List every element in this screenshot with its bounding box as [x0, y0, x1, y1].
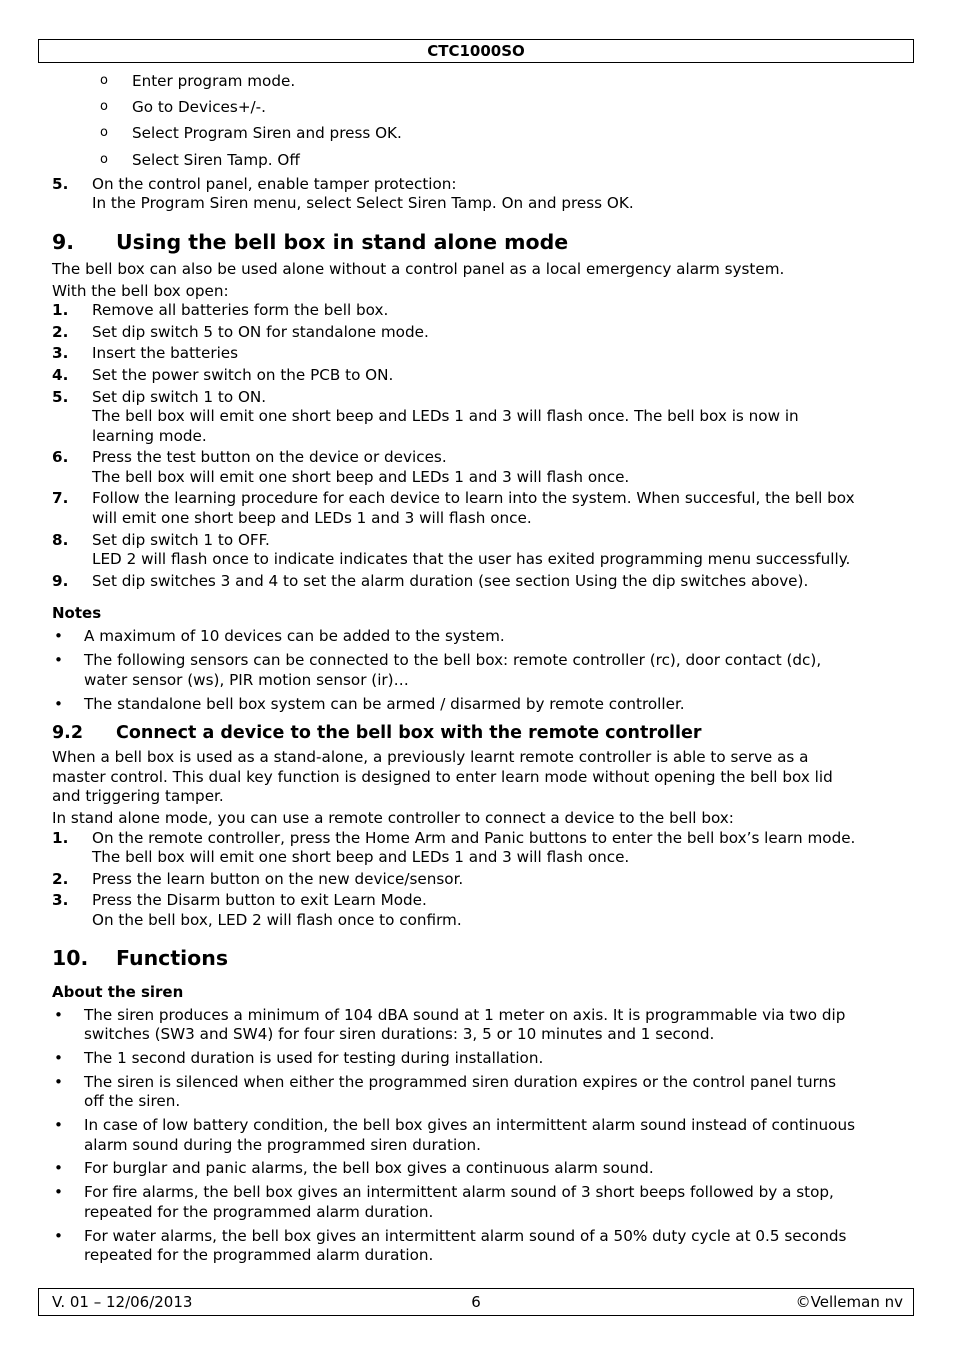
step-line: Press the learn button on the new device/sensor.: [92, 869, 464, 888]
sub-step-item: [52, 120, 902, 146]
step-number: 1.: [52, 301, 69, 320]
numbered-step: [52, 489, 902, 528]
sub-step-text: Go to Devices+/-.: [132, 98, 266, 117]
bullet-dot-icon: •: [54, 627, 63, 646]
numbered-step: [52, 344, 902, 364]
page-footer: [38, 1288, 914, 1316]
section-number: 10.: [52, 945, 89, 970]
paragraph-line: and triggering tamper.: [52, 787, 224, 806]
notes-heading: Notes: [52, 604, 102, 623]
bullet-item: [52, 1006, 902, 1045]
bullet-item: [52, 1183, 902, 1222]
bullet-line: repeated for the programmed alarm duration.: [84, 1202, 434, 1221]
step-line: LED 2 will flash once to indicate indicates that the user has exited programming menu successfully.: [92, 550, 851, 569]
section-number: 9.: [52, 229, 75, 254]
numbered-step: [52, 531, 902, 570]
step-line: The bell box will emit one short beep and LEDs 1 and 3 will flash once. The bell box is now in: [92, 407, 799, 426]
step-number: 6.: [52, 448, 69, 467]
bullet-line: For fire alarms, the bell box gives an intermittent alarm sound of 3 short beeps followed by a stop,: [84, 1183, 834, 1202]
step-line: Set dip switches 3 and 4 to set the alarm duration (see section Using the dip switches above).: [92, 571, 809, 590]
step-line: Set dip switch 5 to ON for standalone mode.: [92, 322, 429, 341]
bullet-line: The 1 second duration is used for testing during installation.: [84, 1048, 544, 1067]
bullet-line: The siren produces a minimum of 104 dBA sound at 1 meter on axis. It is programmable via two dip: [84, 1005, 846, 1024]
numbered-step: [52, 829, 902, 868]
paragraph-line: When a bell box is used as a stand-alone, a previously learnt remote controller is able to serve as a: [52, 748, 809, 767]
section-9-2-heading: [52, 721, 902, 745]
bullet-dot-icon: •: [54, 1116, 63, 1135]
section-9-2-steps: [52, 829, 902, 931]
copyright: ©Velleman nv: [795, 1293, 903, 1311]
step-line: On the bell box, LED 2 will flash once to confirm.: [92, 910, 462, 929]
step-number: 7.: [52, 489, 69, 508]
step-line: The bell box will emit one short beep and LEDs 1 and 3 will flash once.: [92, 848, 630, 867]
step-number: 2.: [52, 322, 69, 341]
step-line: The bell box will emit one short beep and LEDs 1 and 3 will flash once.: [92, 467, 630, 486]
bullet-line: The standalone bell box system can be armed / disarmed by remote controller.: [84, 694, 685, 713]
bullet-dot-icon: •: [54, 1226, 63, 1245]
step-line: On the control panel, enable tamper protection:: [92, 174, 457, 193]
step-line: will emit one short beep and LEDs 1 and 3 will flash once.: [92, 509, 532, 528]
sub-step-text: Select Program Siren and press OK.: [132, 124, 402, 143]
sub-step-text: Select Siren Tamp. Off: [132, 150, 300, 169]
bullet-line: alarm sound during the programmed siren duration.: [84, 1135, 481, 1154]
bullet-line: For burglar and panic alarms, the bell box gives a continuous alarm sound.: [84, 1159, 654, 1178]
bullet-line: In case of low battery condition, the bell box gives an intermittent alarm sound instead of continuous: [84, 1116, 855, 1135]
bullet-line: off the siren.: [84, 1092, 181, 1111]
bullet-dot-icon: •: [54, 1005, 63, 1024]
step-line: Set dip switch 1 to ON.: [92, 387, 267, 406]
step-number: 3.: [52, 344, 69, 363]
bullet-dot-icon: •: [54, 651, 63, 670]
numbered-step: [52, 366, 902, 386]
step-line: learning mode.: [92, 426, 207, 445]
circle-bullet-icon: o: [100, 151, 108, 167]
bullet-dot-icon: •: [54, 1072, 63, 1091]
step-line: Remove all batteries form the bell box.: [92, 301, 389, 320]
bullet-item: [52, 651, 902, 690]
bullet-line: repeated for the programmed alarm duration.: [84, 1246, 434, 1265]
notes-list: [52, 627, 902, 714]
step-number: 1.: [52, 828, 69, 847]
page-number: 6: [471, 1293, 481, 1311]
numbered-step: [52, 323, 902, 343]
step-line: Press the Disarm button to exit Learn Mode.: [92, 891, 427, 910]
step-number: 4.: [52, 365, 69, 384]
step-line: In the Program Siren menu, select Select Siren Tamp. On and press OK.: [92, 194, 634, 213]
version-date: V. 01 – 12/06/2013: [52, 1293, 193, 1311]
numbered-step: [52, 870, 902, 890]
step-number: 5.: [52, 174, 69, 193]
step-number: 2.: [52, 869, 69, 888]
section-9-steps: [52, 301, 902, 591]
bullet-line: The siren is silenced when either the programmed siren duration expires or the control panel turns: [84, 1072, 837, 1091]
bullet-line: The following sensors can be connected to the bell box: remote controller (rc), door contact (dc),: [84, 651, 822, 670]
circle-bullet-icon: o: [100, 125, 108, 141]
section-9-heading: [52, 229, 902, 255]
bullet-item: [52, 1049, 902, 1069]
intro-step: [52, 175, 902, 214]
siren-bullet-list: [52, 1006, 902, 1266]
paragraph: In stand alone mode, you can use a remote controller to connect a device to the bell box:: [52, 808, 734, 827]
step-number: 8.: [52, 530, 69, 549]
numbered-step: [52, 891, 902, 930]
sub-step-item: [52, 68, 902, 94]
bullet-item: [52, 695, 902, 715]
document-model-title: CTC1000SO: [427, 42, 525, 60]
bullet-dot-icon: •: [54, 1183, 63, 1202]
section-title: Functions: [116, 945, 229, 970]
subheading-about-siren: About the siren: [52, 982, 184, 1001]
step-line: Follow the learning procedure for each device to learn into the system. When succesful, the bell box: [92, 489, 855, 508]
paragraph: [52, 748, 902, 807]
circle-bullet-icon: o: [100, 99, 108, 115]
numbered-step: [52, 448, 902, 487]
page-header: [38, 39, 914, 63]
page-content: [52, 68, 902, 1270]
paragraph: The bell box can also be used alone without a control panel as a local emergency alarm system.: [52, 259, 785, 278]
step-line: Insert the batteries: [92, 344, 239, 363]
bullet-line: For water alarms, the bell box gives an intermittent alarm sound of a 50% duty cycle at 0.5 seconds: [84, 1226, 847, 1245]
step-line: Set the power switch on the PCB to ON.: [92, 365, 394, 384]
bullet-line: A maximum of 10 devices can be added to the system.: [84, 627, 505, 646]
step-number: 9.: [52, 571, 69, 590]
bullet-dot-icon: •: [54, 1159, 63, 1178]
bullet-item: [52, 627, 902, 647]
section-title: Using the bell box in stand alone mode: [116, 229, 569, 254]
bullet-dot-icon: •: [54, 1048, 63, 1067]
step-number: 5.: [52, 387, 69, 406]
sub-step-item: [52, 94, 902, 120]
section-title: Connect a device to the bell box with the remote controller: [116, 723, 702, 744]
bullet-item: [52, 1159, 902, 1179]
section-number: 9.2: [52, 723, 84, 744]
numbered-step: [52, 301, 902, 321]
bullet-line: switches (SW3 and SW4) for four siren durations: 3, 5 or 10 minutes and 1 second.: [84, 1025, 715, 1044]
step-line: Press the test button on the device or devices.: [92, 448, 447, 467]
section-10-heading: [52, 945, 902, 971]
paragraph-line: master control. This dual key function is designed to enter learn mode without opening the bell box lid: [52, 767, 833, 786]
bullet-line: water sensor (ws), PIR motion sensor (ir)…: [84, 670, 409, 689]
step-line: On the remote controller, press the Home Arm and Panic buttons to enter the bell box’s learn mode.: [92, 828, 856, 847]
bullet-item: [52, 1073, 902, 1112]
sub-step-text: Enter program mode.: [132, 72, 296, 90]
bullet-item: [52, 1227, 902, 1266]
step-line: Set dip switch 1 to OFF.: [92, 530, 270, 549]
circle-bullet-icon: o: [100, 73, 108, 88]
intro-substeps: [52, 68, 902, 173]
numbered-step: [52, 388, 902, 447]
step-number: 3.: [52, 891, 69, 910]
numbered-step: [52, 572, 902, 592]
bullet-dot-icon: •: [54, 694, 63, 713]
sub-step-item: [52, 147, 902, 173]
bullet-item: [52, 1116, 902, 1155]
paragraph: With the bell box open:: [52, 281, 229, 300]
